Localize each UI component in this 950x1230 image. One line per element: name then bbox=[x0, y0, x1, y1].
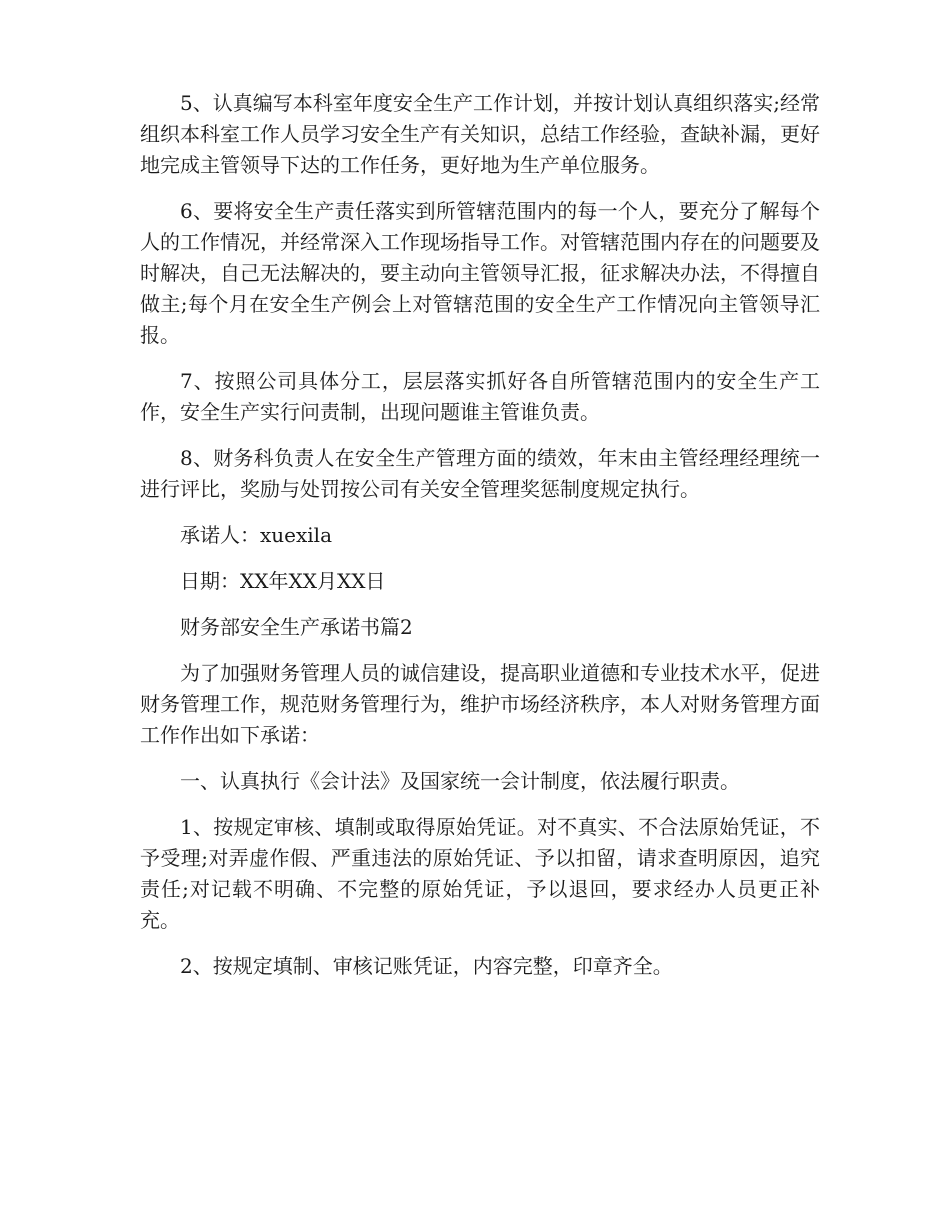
paragraph-item-1: 1、按规定审核、填制或取得原始凭证。对不真实、不合法原始凭证，不予受理;对弄虚作假、严重违法的原始凭证、予以扣留，请求查明原因，追究责任;对记载不明确、不完整的原始凭证，予以退回，要求经办人员更正补充。 bbox=[140, 815, 820, 932]
intro-paragraph: 为了加强财务管理人员的诚信建设，提高职业道德和专业技术水平，促进财务管理工作，规范财务管理行为，维护市场经济秩序，本人对财务管理方面工作作出如下承诺： bbox=[140, 661, 820, 747]
date-line: 日期：XX年XX月XX日 bbox=[180, 569, 386, 593]
heading-one: 一、认真执行《会计法》及国家统一会计制度，依法履行职责。 bbox=[180, 769, 740, 793]
paragraph-item-5: 5、认真编写本科室年度安全生产工作计划，并按计划认真组织落实;经常组织本科室工作人员学习安全生产有关知识，总结工作经验，查缺补漏，更好地完成主管领导下达的工作任务，更好地为生产单位服务。 bbox=[140, 91, 820, 177]
document-body bbox=[140, 88, 820, 997]
paragraph-item-8: 8、财务科负责人在安全生产管理方面的绩效，年末由主管经理经理统一进行评比，奖励与处罚按公司有关安全管理奖惩制度规定执行。 bbox=[140, 446, 820, 501]
paragraph-item-2: 2、按规定填制、审核记账凭证，内容完整，印章齐全。 bbox=[180, 954, 673, 978]
paragraph-item-7: 7、按照公司具体分工，层层落实抓好各自所管辖范围内的安全生产工作，安全生产实行问责制，出现问题谁主管谁负责。 bbox=[140, 369, 820, 424]
paragraph-item-6: 6、要将安全生产责任落实到所管辖范围内的每一个人，要充分了解每个人的工作情况，并经常深入工作现场指导工作。对管辖范围内存在的问题要及时解决，自己无法解决的，要主动向主管领导汇报，征求解决办法，不得擅自做主;每个月在安全生产例会上对管辖范围的安全生产工作情况向主管领导汇报。 bbox=[140, 199, 820, 347]
promisor-line: 承诺人：xuexila bbox=[180, 523, 332, 547]
section-title: 财务部安全生产承诺书篇2 bbox=[180, 615, 413, 639]
